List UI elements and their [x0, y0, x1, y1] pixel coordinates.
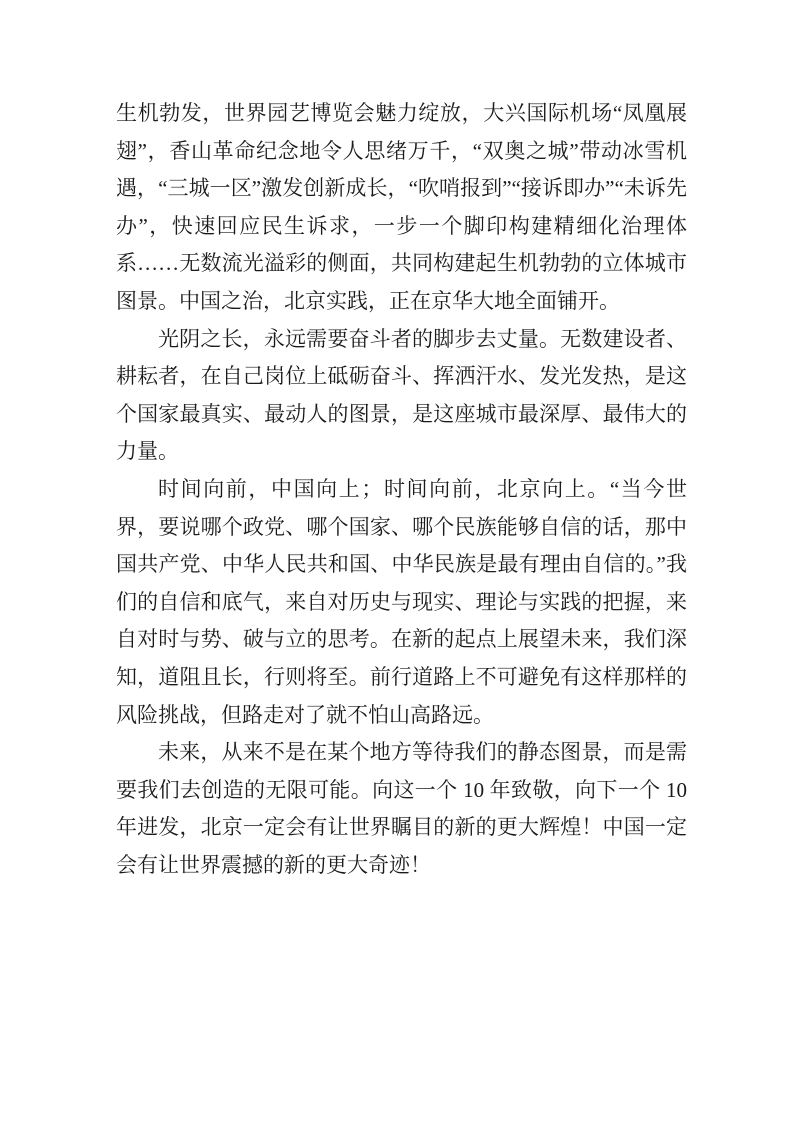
paragraph-3: 时间向前，中国向上；时间向前，北京向上。“当今世界，要说哪个政党、哪个国家、哪个民族能够自信的话，那中国共产党、中华人民共和国、中华民族是最有理由自信的。”我们的自信和底气，来自对历史与现实、理论与实践的把握，来自对时与势、破与立的思考。在新的起点上展望未来，我们深知，道阻且长，行则将至。前行道路上不可避免有这样那样的风险挑战，但路走对了就不怕山高路远。 — [116, 476, 687, 727]
paragraph-4: 未来，从来不是在某个地方等待我们的静态图景，而是需要我们去创造的无限可能。向这一个 10 年致敬，向下一个 10 年进发，北京一定会有让世界瞩目的新的更大辉煌！中国一定会有让世界震撼的新的更大奇迹！ — [116, 740, 687, 877]
document-body — [116, 95, 687, 884]
paragraph-2: 光阴之长，永远需要奋斗者的脚步去丈量。无数建设者、耕耘者，在自己岗位上砥砺奋斗、挥洒汗水、发光发热，是这个国家最真实、最动人的图景，是这座城市最深厚、最伟大的力量。 — [116, 326, 687, 464]
paragraph-1: 生机勃发，世界园艺博览会魅力绽放，大兴国际机场“凤凰展翅”，香山革命纪念地令人思绪万千，“双奥之城”带动冰雪机遇，“三城一区”激发创新成长，“吹哨报到”“接诉即办”“未诉先办”，快速回应民生诉求，一步一个脚印构建精细化治理体系……无数流光溢彩的侧面，共同构建起生机勃勃的立体城市图景。中国之治，北京实践，正在京华大地全面铺开。 — [116, 101, 687, 313]
